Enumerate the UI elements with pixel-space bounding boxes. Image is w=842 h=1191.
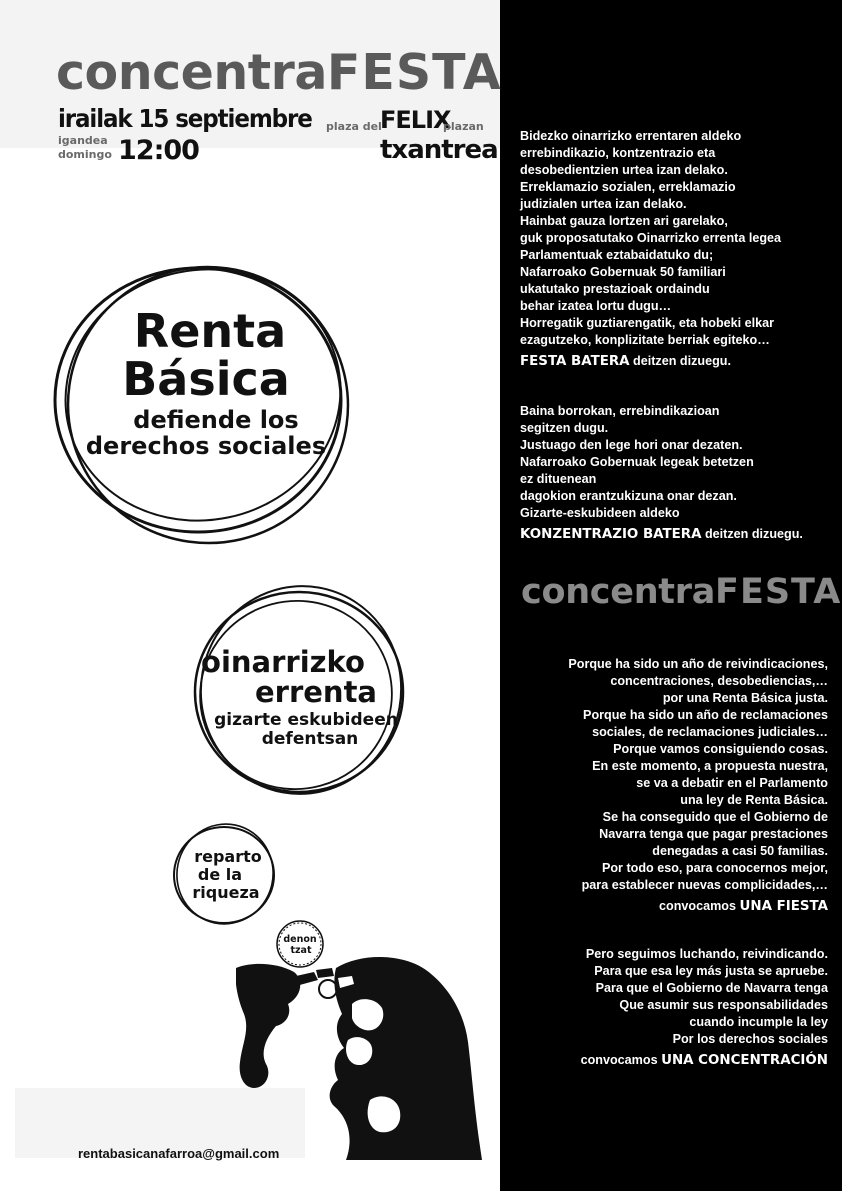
text-line: Baina borrokan, errebindikazioan — [520, 404, 720, 418]
text-line: ez dituenean — [520, 472, 597, 486]
call-bold: FESTA BATERA — [520, 354, 630, 369]
text-line: Erreklamazio sozialen, erreklamazio — [520, 180, 736, 194]
text-line: Bidezko oinarrizko errentaren aldeko — [520, 129, 742, 143]
district-name: txantrea — [380, 135, 498, 165]
call-to-party-spanish — [508, 898, 828, 915]
text-line: Nafarroako Gobernuak 50 familiari — [520, 265, 726, 279]
event-time: 12:00 — [118, 135, 199, 166]
day-spanish: domingo — [58, 148, 112, 161]
call-rest: convocamos — [580, 1053, 662, 1067]
logo-line: reparto — [194, 847, 262, 866]
logo-line: defiende los — [133, 406, 299, 434]
bubble-blower-illustration — [236, 948, 482, 1160]
reparto-riqueza-logo — [170, 822, 278, 928]
contact-email[interactable]: rentabasicanafarroa@gmail.com — [78, 1146, 280, 1161]
text-line: para establecer nuevas complicidades,… — [581, 878, 828, 892]
text-line: Porque ha sido un año de reivindicaciones, — [568, 657, 828, 671]
title-prefix: concentra — [56, 44, 327, 101]
text-line: segitzen dugu. — [520, 421, 609, 435]
text-line: Parlamentuak eztabaidatuko du; — [520, 248, 714, 262]
spanish-text-block-1 — [508, 656, 828, 915]
text-line: behar izatea lortu dugu… — [520, 299, 672, 313]
poster-title — [56, 44, 502, 101]
text-line: desobedientzien urtea izan delako. — [520, 163, 728, 177]
right-title — [521, 572, 841, 612]
renta-basica-logo — [48, 255, 358, 550]
call-rest: deitzen dizuegu. — [629, 354, 731, 368]
text-line: Gizarte-eskubideen aldeko — [520, 506, 680, 520]
spanish-text-block-2 — [508, 946, 828, 1069]
logo-line: errenta — [254, 675, 378, 709]
basque-text-block-1 — [520, 128, 832, 370]
text-line: Se ha conseguido que el Gobierno de — [602, 810, 828, 824]
title-suffix: FESTA — [326, 44, 502, 101]
call-bold: UNA FIESTA — [739, 899, 828, 914]
bubble-icon — [319, 980, 337, 998]
call-rest: convocamos — [659, 899, 740, 913]
logo-line: derechos sociales — [85, 432, 327, 460]
text-line: sociales, de reclamaciones judiciales… — [592, 725, 828, 739]
logo-line: Renta — [133, 304, 287, 358]
text-line: denegadas a casi 50 familias. — [652, 844, 828, 858]
text-line: Pero seguimos luchando, reivindicando. — [585, 947, 828, 961]
text-line: Nafarroako Gobernuak legeak betetzen — [520, 455, 754, 469]
call-to-party-basque — [520, 353, 832, 370]
text-line: Navarra tenga que pagar prestaciones — [599, 827, 828, 841]
basque-text-block-2 — [520, 403, 832, 543]
text-line: Horregatik guztiarengatik, eta hobeki elkar — [520, 316, 775, 330]
call-to-concentration-spanish — [508, 1052, 828, 1069]
text-line: ezagutzeko, konplizitate berriak egiteko… — [520, 333, 770, 347]
logo-line: de la — [197, 865, 243, 884]
text-line: errebindikazio, kontzentrazio eta — [520, 146, 716, 160]
plazan-label: plazan — [443, 120, 484, 133]
call-bold: UNA CONCENTRACIÓN — [661, 1053, 828, 1068]
text-line: guk proposatutako Oinarrizko errenta legea — [520, 231, 782, 245]
text-line: ukatutako prestazioak ordaindu — [520, 282, 710, 296]
call-rest: deitzen dizuegu. — [701, 527, 803, 541]
text-line: cuando incumple la ley — [689, 1015, 828, 1029]
title-suffix: FESTA — [715, 572, 842, 612]
logo-line: defentsan — [261, 729, 359, 749]
bubble-wand-icon — [316, 968, 334, 978]
call-to-concentration-basque — [520, 526, 832, 543]
hand-silhouette — [236, 964, 300, 1088]
text-line: se va a debatir en el Parlamento — [636, 776, 828, 790]
text-line: Porque ha sido un año de reclamaciones — [583, 708, 828, 722]
logo-line: denon — [283, 934, 317, 945]
logo-line: gizarte eskubideen — [214, 710, 398, 730]
plaza-name: FELIX — [380, 106, 451, 134]
text-line: Que asumir sus responsabilidades — [619, 998, 828, 1012]
oinarrizko-errenta-logo — [188, 580, 410, 802]
text-line: Por los derechos sociales — [672, 1032, 828, 1046]
text-line: Justuago den lege hori onar dezaten. — [520, 438, 743, 452]
day-basque: igandea — [58, 134, 108, 147]
logo-line: oinarrizko — [201, 645, 365, 679]
text-line: concentraciones, desobediencias,… — [610, 674, 828, 688]
text-line: dagokion erantzukizuna onar dezan. — [520, 489, 737, 503]
logo-line: riqueza — [192, 883, 260, 902]
text-line: En este momento, a propuesta nuestra, — [592, 759, 828, 773]
text-line: Porque vamos consiguiendo cosas. — [613, 742, 828, 756]
text-line: Por todo eso, para conocernos mejor, — [601, 861, 828, 875]
text-line: Hainbat gauza lortzen ari garelako, — [520, 214, 728, 228]
text-line: una ley de Renta Básica. — [680, 793, 828, 807]
text-line: por una Renta Básica justa. — [662, 691, 828, 705]
logo-line: Básica — [122, 352, 290, 406]
title-prefix: concentra — [521, 572, 716, 612]
text-line: Para que el Gobierno de Navarra tenga — [595, 981, 828, 995]
call-bold: KONZENTRAZIO BATERA — [520, 527, 702, 542]
logo-line: tzat — [290, 945, 312, 956]
plaza-del-label: plaza del — [326, 120, 382, 133]
event-date: irailak 15 septiembre — [58, 104, 312, 133]
text-line: judizialen urtea izan delako. — [520, 197, 687, 211]
text-line: Para que esa ley más justa se apruebe. — [594, 964, 828, 978]
